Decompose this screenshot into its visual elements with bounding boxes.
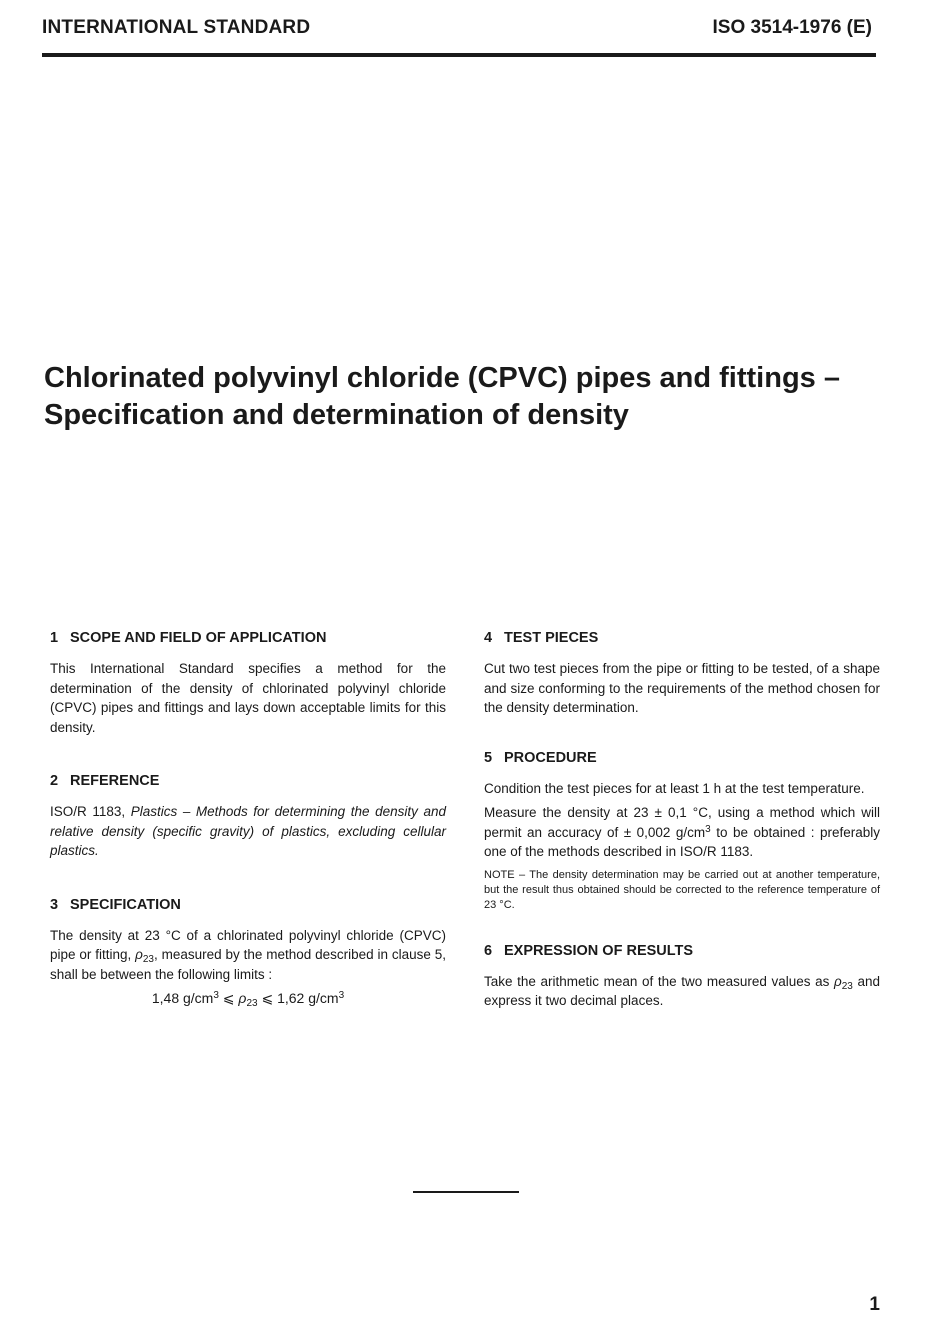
section-title: PROCEDURE [504,749,597,766]
section-body [50,802,446,861]
section-body: Take the arithmetic mean of the two measured values as $\rho_{23}$ and express it two decimal places. [484,973,880,1008]
section-heading [50,773,446,789]
section-title: SPECIFICATION [70,896,181,913]
right-column [484,630,880,1011]
procedure-note: NOTE – The density determination may be carried out at another temperature, but the result thus obtained should be corrected to the reference temperature of 23 °C. [484,868,880,911]
section-test-pieces [484,630,880,718]
header-standard-label: INTERNATIONAL STANDARD [42,17,311,38]
section-heading [50,897,446,913]
section-body: Condition the test pieces for at least 1 h at the test temperature. [484,780,865,796]
section-scope [50,630,446,737]
document-title [44,360,894,434]
end-rule [413,1191,519,1193]
section-body: Cut two test pieces from the pipe or fitting to be tested, of a shape and size conforming to the requirements of the method chosen for the density determination. [484,661,880,715]
section-heading [50,630,446,646]
section-number: 5 [484,749,493,766]
rho-symbol: ρ [135,947,143,962]
reference-id: ISO/R 1183, [50,804,126,819]
section-number: 1 [50,630,59,646]
density-limits-formula: 1,48 $g/cm^3$ ⩽ $\rho_{23}$ ⩽ 1,62 $g/cm^3$ [151,990,345,1009]
title-line-2: Specification and determination of density [44,399,629,431]
section-body: The density at 23 °C of a chlorinated polyvinyl chloride (CPVC) pipe or fitting, $\rho_{23}$, measured by the method described in clause 5, shall be between the following limits : [50,927,446,982]
section-specification [50,897,446,1008]
section-procedure [484,750,880,913]
page-number: 1 [869,1294,880,1315]
section-body: Measure the density at 23 ± 0,1 °C, using a method which will permit an accuracy of ± 0,002 $g/cm^3$ to be obtained : preferably one of the methods described in ISO/R 1183. [484,805,880,859]
reference-title: Plastics – Methods for determining the density and relative density (specific gravity) of plastics, excluding cellular plastics. [50,804,446,858]
section-reference [50,773,446,861]
section-number: 4 [484,630,493,646]
section-number: 6 [484,942,493,959]
section-title: SCOPE AND FIELD OF APPLICATION [70,630,327,646]
section-title: REFERENCE [70,773,160,789]
title-line-1: Chlorinated polyvinyl chloride (CPVC) pipes and fittings – [44,362,840,394]
header-rule [42,53,876,57]
section-title: TEST PIECES [504,630,599,646]
section-heading [484,943,880,959]
left-column [50,630,446,1007]
section-title: EXPRESSION OF RESULTS [504,942,694,959]
section-number: 3 [50,896,59,913]
section-body: This International Standard specifies a method for the determination of the density of chlorinated polyvinyl chloride (CPVC) pipes and fittings and lays down acceptable limits for this density. [50,661,446,735]
section-number: 2 [50,773,59,789]
section-heading [484,630,880,646]
section-results [484,943,880,1011]
section-heading [484,750,880,766]
header-document-id: ISO 3514-1976 (E) [712,17,872,38]
